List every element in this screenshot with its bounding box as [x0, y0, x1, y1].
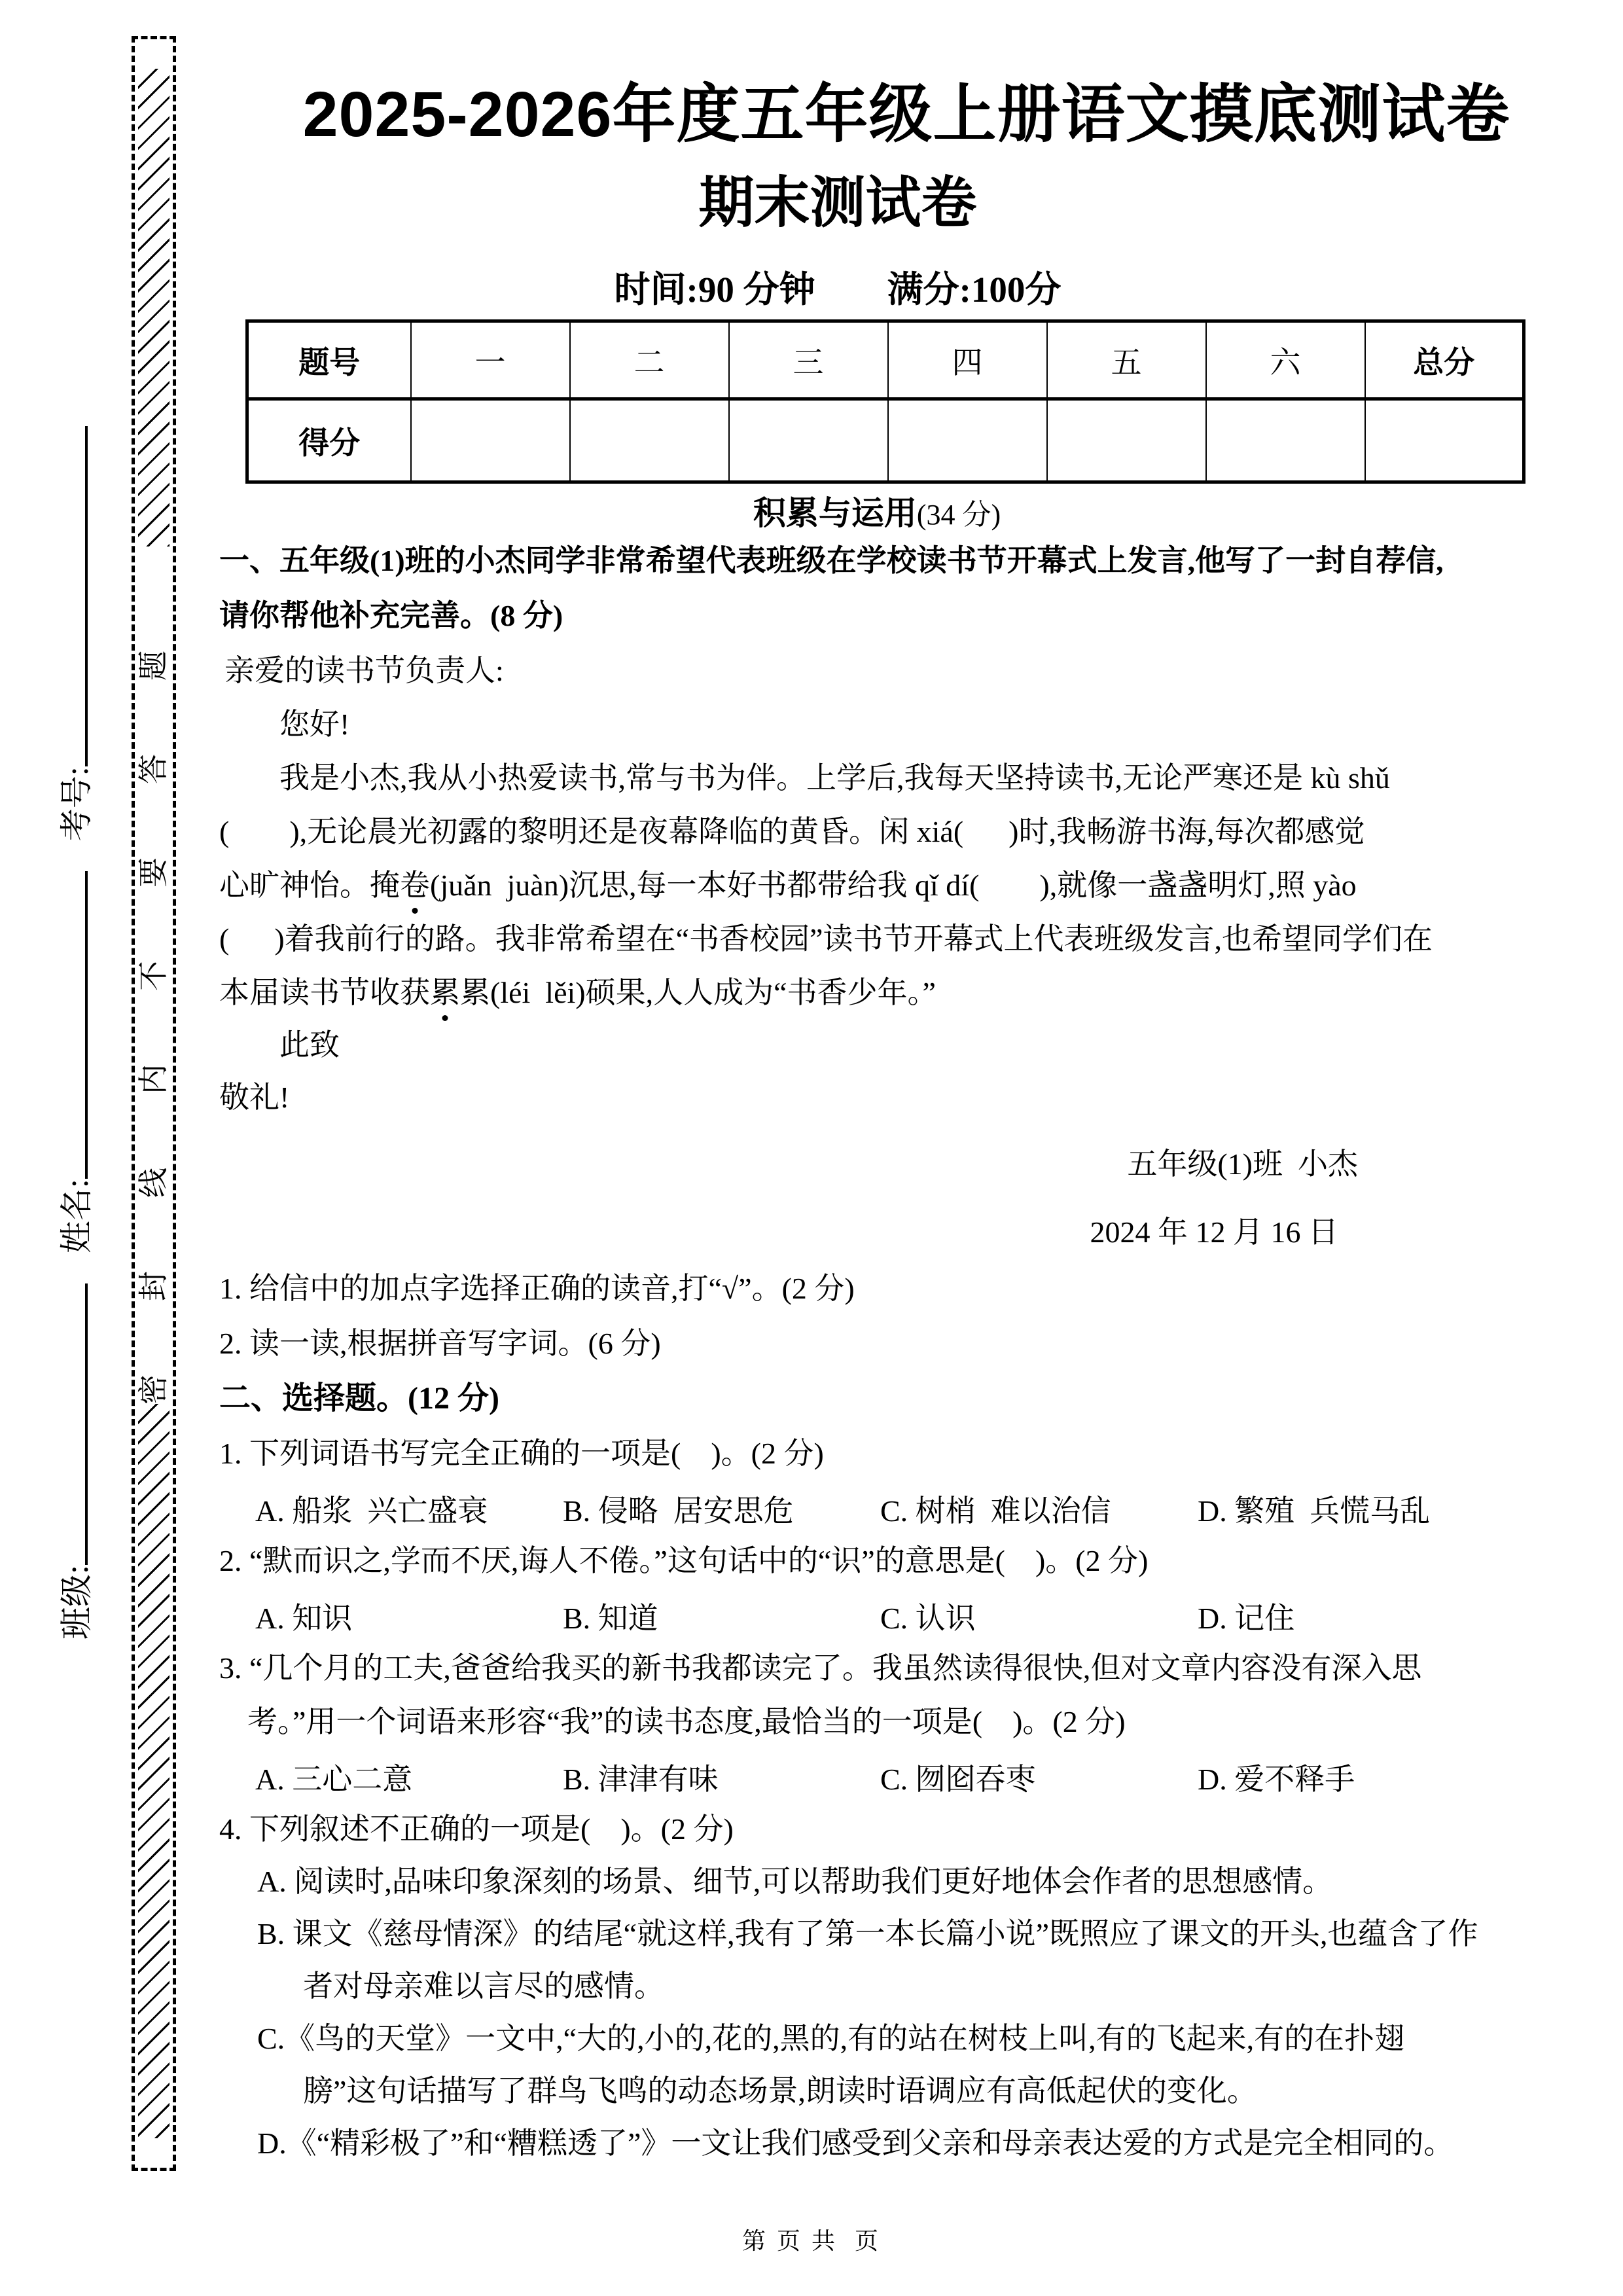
section1-title: 积累与运用 — [753, 495, 917, 531]
mc-question4-option-b-line1: B. 课文《慈母情深》的结尾“就这样,我有了第一本长篇小说”既照应了课文的开头,也蕴含了作 — [257, 1917, 1478, 1950]
mc-question3-stem-line1: 3. “几个月的工夫,爸爸给我买的新书我都读完了。我虽然读得很快,但对文章内容没有深入思 — [219, 1651, 1422, 1685]
name-field-blank[interactable] — [62, 871, 88, 1179]
mc-question2-stem: 2. “默而识之,学而不厌,诲人不倦。”这句话中的“识”的意思是( )。(2 分) — [219, 1544, 1149, 1577]
exam-title: 2025-2026年度五年级上册语文摸底测试卷 — [302, 79, 1510, 150]
page-footer: 第 页 共 页 — [741, 2228, 881, 2254]
name-field-label: 姓名: — [58, 1179, 95, 1254]
option-d: D. 爱不释手 — [1198, 1763, 1355, 1796]
letter-greeting: 您好! — [279, 708, 350, 741]
mc-question4-option-c-line1: C.《鸟的天堂》一文中,“大的,小的,花的,黑的,有的站在树枝上叫,有的飞起来,有的在扑翅 — [257, 2022, 1405, 2055]
score-table-header-cell: 总分 — [1365, 321, 1524, 399]
score-table-header-cell: 六 — [1206, 321, 1365, 399]
letter-line: ( ),无论晨光初露的黎明还是夜幕降临的黄昏。闲 xiá( )时,我畅游书海,每次都感觉 — [219, 815, 1365, 848]
mc-question4-option-b-line2: 者对母亲难以言尽的感情。 — [303, 1969, 664, 2003]
section2-heading: 二、选择题。(12 分) — [219, 1381, 499, 1416]
letter-signature: 五年级(1)班 小杰 — [1127, 1147, 1358, 1181]
mc-question1-options — [219, 1487, 1600, 1529]
section1-score: (34 分) — [916, 499, 1001, 531]
mc-question1-stem: 1. 下列词语书写完全正确的一项是( )。(2 分) — [219, 1437, 824, 1470]
letter-line: ( )着我前行的路。我非常希望在“书香校园”读书节开幕式上代表班级发言,也希望同学们在 — [219, 922, 1433, 956]
seal-warning-text: 密封线内不要答题 — [137, 577, 170, 1405]
dotted-character: 累 — [430, 973, 460, 1013]
examno-field-label: 考号: — [58, 766, 95, 842]
mc-question2-options — [219, 1594, 1600, 1636]
option-d: D. 繁殖 兵慌马乱 — [1198, 1494, 1431, 1528]
score-cell[interactable] — [1365, 399, 1524, 482]
score-cell[interactable] — [729, 399, 888, 482]
seal-hatch-top — [138, 69, 169, 547]
letter-line — [219, 865, 1357, 906]
score-cell[interactable] — [570, 399, 729, 482]
section1-heading — [216, 487, 1538, 534]
exam-subtitle: 期末测试卷 — [698, 172, 977, 234]
option-a: A. 三心二意 — [255, 1763, 413, 1796]
score-table-header-cell: 一 — [411, 321, 570, 399]
score-cell[interactable] — [1206, 399, 1365, 482]
score-cell[interactable] — [1047, 399, 1206, 482]
question1-intro-line1: 一、五年级(1)班的小杰同学非常希望代表班级在学校读书节开幕式上发言,他写了一封自荐信, — [219, 544, 1444, 577]
score-table-header-cell: 题号 — [247, 321, 411, 399]
student-info-fields — [58, 245, 96, 1640]
option-b: B. 津津有味 — [563, 1763, 719, 1796]
option-c: C. 树梢 难以治信 — [880, 1494, 1111, 1528]
score-table-header-cell: 五 — [1047, 321, 1206, 399]
mc-question4-option-c-line2: 膀”这句话描写了群鸟飞鸣的动态场景,朗读时语调应有高低起伏的变化。 — [303, 2074, 1257, 2108]
exam-meta: 时间:90 分钟 满分:100分 — [614, 270, 1061, 310]
option-c: C. 认识 — [880, 1602, 976, 1635]
letter-closing: 敬礼! — [219, 1081, 290, 1114]
letter-line-text: (juǎn juàn)沉思,每一本好书都带给我 qǐ dí( ),就像一盏盏明灯,照 yào — [430, 869, 1357, 902]
option-d: D. 记住 — [1198, 1602, 1295, 1635]
score-table-header-cell: 二 — [570, 321, 729, 399]
letter-date: 2024 年 12 月 16 日 — [1090, 1215, 1338, 1249]
subquestion-1: 1. 给信中的加点字选择正确的读音,打“√”。(2 分) — [219, 1272, 855, 1305]
score-table-header-cell: 四 — [888, 321, 1047, 399]
letter-line-text: 本届读书节收获 — [219, 976, 430, 1009]
option-c: C. 囫囵吞枣 — [880, 1763, 1036, 1796]
mc-question4-stem: 4. 下列叙述不正确的一项是( )。(2 分) — [219, 1812, 734, 1846]
option-b: B. 侵略 居安思危 — [563, 1494, 794, 1528]
examno-field-blank[interactable] — [62, 426, 88, 766]
mc-question4-option-a: A. 阅读时,品味印象深刻的场景、细节,可以帮助我们更好地体会作者的思想感情。 — [257, 1865, 1333, 1898]
score-cell[interactable] — [411, 399, 570, 482]
class-field-blank[interactable] — [62, 1283, 88, 1565]
letter-line-text: 累(léi lěi)硕果,人人成为“书香少年。” — [460, 976, 936, 1009]
letter-line — [219, 973, 936, 1013]
score-table — [245, 319, 1525, 484]
mc-question4-option-d: D.《“精彩极了”和“糟糕透了”》一文让我们感受到父亲和母亲表达爱的方式是完全相同的。 — [257, 2126, 1454, 2160]
letter-salutation: 亲爱的读书节负责人: — [224, 654, 504, 687]
seal-hatch-bottom — [138, 1404, 169, 2138]
subquestion-2: 2. 读一读,根据拼音写字词。(6 分) — [219, 1327, 661, 1360]
mc-question3-stem-line2: 考。”用一个词语来形容“我”的读书态度,最恰当的一项是( )。(2 分) — [247, 1705, 1126, 1738]
option-b: B. 知道 — [563, 1602, 658, 1635]
letter-closing: 此致 — [279, 1028, 340, 1062]
score-table-header-row — [247, 321, 1524, 399]
question1-intro-line2: 请你帮他补充完善。(8 分) — [219, 599, 563, 632]
score-row-label: 得分 — [247, 399, 411, 482]
dotted-character: 卷 — [400, 865, 430, 906]
score-cell[interactable] — [888, 399, 1047, 482]
score-table-score-row — [247, 399, 1524, 482]
mc-question3-options — [219, 1755, 1600, 1797]
letter-line-text: 心旷神怡。掩 — [219, 869, 400, 902]
class-field-label: 班级: — [58, 1565, 95, 1640]
option-a: A. 知识 — [255, 1602, 353, 1635]
letter-line: 我是小杰,我从小热爱读书,常与书为伴。上学后,我每天坚持读书,无论严寒还是 kù shǔ — [279, 761, 1390, 795]
option-a: A. 船浆 兴亡盛衰 — [255, 1494, 488, 1528]
score-table-header-cell: 三 — [729, 321, 888, 399]
